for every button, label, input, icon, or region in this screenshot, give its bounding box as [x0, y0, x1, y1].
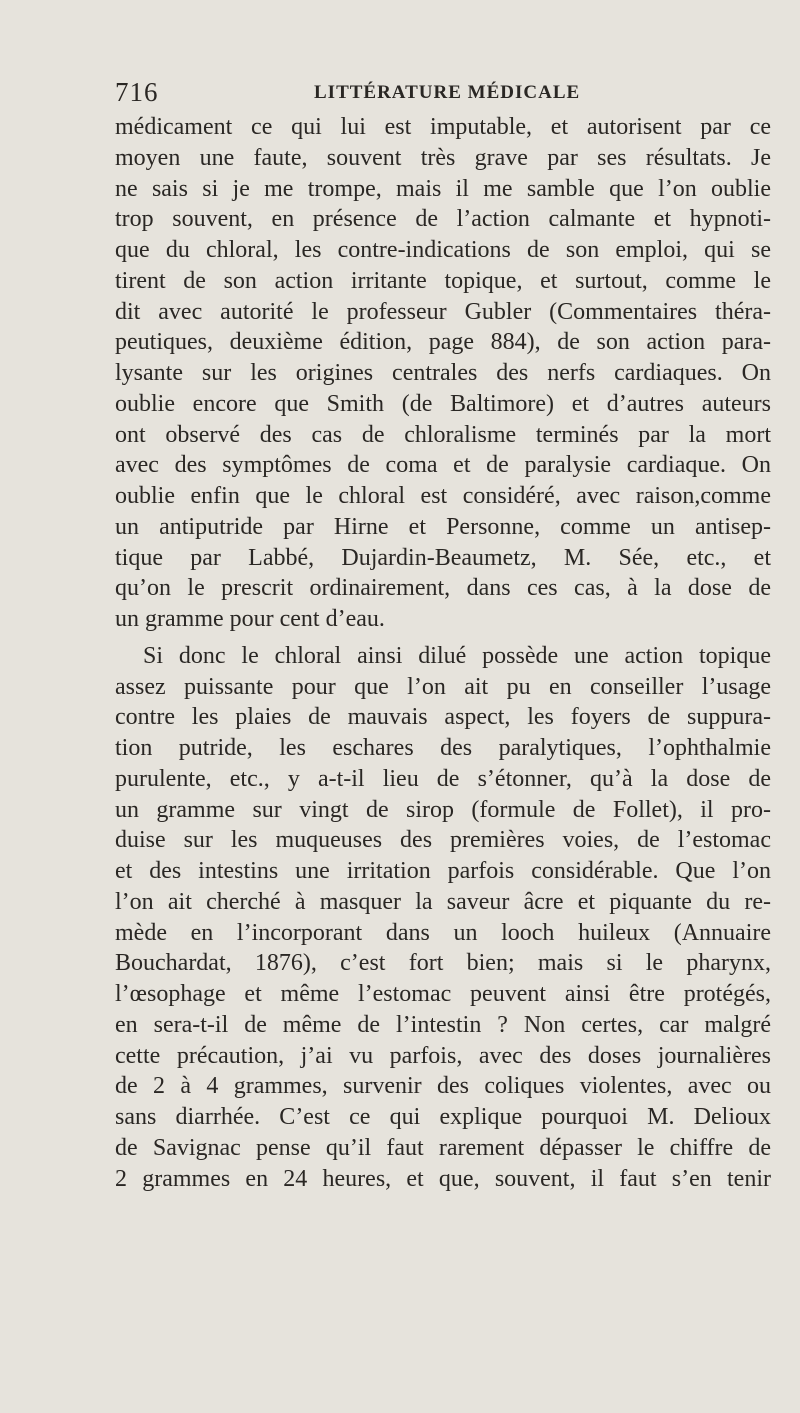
- text-line: que du chloral, les contre-indications de son emploi, qui se: [115, 237, 771, 263]
- text-line: tion putride, les eschares des paralytiques, l’ophthalmie: [115, 735, 771, 761]
- text-line: peutiques, deuxième édition, page 884), de son action para-: [115, 329, 771, 356]
- body-text: [115, 112, 771, 1194]
- text-line: lysante sur les origines centrales des nerfs cardiaques. On: [115, 360, 771, 386]
- text-line: ne sais si je me trompe, mais il me samble que l’on oublie: [115, 175, 771, 202]
- text-line: avec des symptômes de coma et de paralysie cardiaque. On: [115, 452, 771, 479]
- text-line: purulente, etc., y a-t-il lieu de s’étonner, qu’à la dose de: [115, 765, 771, 792]
- page-header: [115, 76, 715, 108]
- running-head: LITTÉRATURE MÉDICALE: [314, 82, 581, 103]
- text-line: dit avec autorité le professeur Gubler (Commentaires théra-: [115, 298, 771, 325]
- text-line: un gramme sur vingt de sirop (formule de Follet), il pro-: [115, 796, 771, 823]
- text-line: assez puissante pour que l’on ait pu en conseiller l’usage: [115, 673, 771, 700]
- text-line: 2 grammes en 24 heures, et que, souvent, il faut s’en tenir: [115, 1165, 771, 1192]
- text-line: contre les plaies de mauvais aspect, les foyers de suppura-: [115, 704, 771, 731]
- text-line: mède en l’incorporant dans un looch huileux (Annuaire: [115, 919, 771, 946]
- text-line: sans diarrhée. C’est ce qui explique pourquoi M. Delioux: [115, 1104, 771, 1130]
- text-line: trop souvent, en présence de l’action calmante et hypnoti-: [115, 206, 771, 233]
- text-line: ont observé des cas de chloralisme terminés par la mort: [115, 421, 771, 448]
- text-line: qu’on le prescrit ordinairement, dans ces cas, à la dose de: [115, 575, 771, 602]
- text-line: tirent de son action irritante topique, et surtout, comme le: [115, 267, 771, 294]
- text-line: l’on ait cherché à masquer la saveur âcre et piquante du re-: [115, 888, 771, 915]
- paragraph-end-line: un gramme pour cent d’eau.: [115, 606, 385, 632]
- text-line: de 2 à 4 grammes, survenir des coliques violentes, avec ou: [115, 1073, 771, 1100]
- text-line: de Savignac pense qu’il faut rarement dépasser le chiffre de: [115, 1134, 771, 1161]
- text-line: Bouchardat, 1876), c’est fort bien; mais si le pharynx,: [115, 950, 771, 977]
- text-line: oublie encore que Smith (de Baltimore) et d’autres auteurs: [115, 390, 771, 417]
- page-number: 716: [115, 77, 159, 107]
- text-line: cette précaution, j’ai vu parfois, avec des doses journalières: [115, 1042, 771, 1069]
- text-line: et des intestins une irritation parfois considérable. Que l’on: [115, 858, 771, 884]
- text-line: médicament ce qui lui est imputable, et autorisent par ce: [115, 114, 771, 140]
- text-line: moyen une faute, souvent très grave par ses résultats. Je: [115, 144, 771, 171]
- paragraph-start-line: Si donc le chloral ainsi dilué possède une action topique: [143, 642, 771, 669]
- text-line: oublie enfin que le chloral est considéré, avec raison,comme: [115, 483, 771, 509]
- text-line: un antiputride par Hirne et Personne, comme un antisep-: [115, 513, 771, 540]
- text-line: tique par Labbé, Dujardin-Beaumetz, M. Sée, etc., et: [115, 544, 771, 571]
- text-line: en sera-t-il de même de l’intestin ? Non certes, car malgré: [115, 1011, 771, 1038]
- text-line: l’œsophage et même l’estomac peuvent ainsi être protégés,: [115, 981, 771, 1007]
- text-line: duise sur les muqueuses des premières voies, de l’estomac: [115, 827, 771, 854]
